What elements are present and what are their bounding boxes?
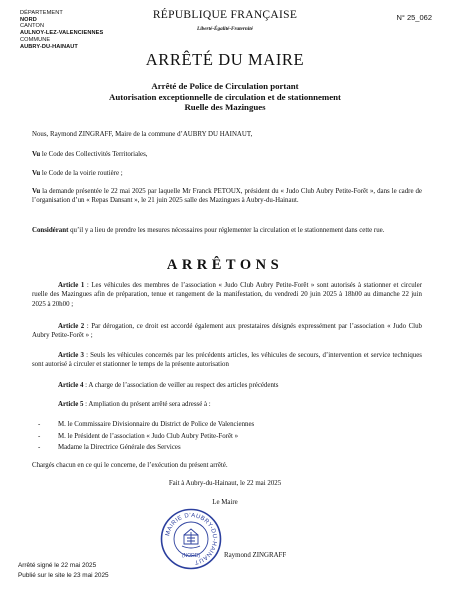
- vu-paragraph: [32, 187, 422, 206]
- signature-title: Le Maire: [212, 499, 238, 506]
- header-line: AULNOY-LEZ-VALENCIENNES: [20, 30, 104, 37]
- considerant-text: qu’il y a lieu de prendre les mesures nécessaires pour réglementer la circulation et le stationnement dans cette rue.: [68, 227, 385, 234]
- recipient-text: Madame la Directrice Générale des Services: [58, 444, 181, 451]
- recipient-text: M. le Commissaire Divisionnaire du District de Police de Valenciennes: [58, 421, 255, 428]
- subtitle-line: Arrêté de Police de Circulation portant: [151, 81, 299, 91]
- fait-line: Fait à Aubry-du-Hainaut, le 22 mai 2025: [168, 480, 282, 487]
- published-date-note: Publié sur le site le 23 mai 2025: [18, 572, 109, 579]
- intro-paragraph: Nous, Raymond ZINGRAFF, Maire de la commune d’AUBRY DU HAINAUT,: [32, 131, 253, 138]
- vu-text: la demande présentée le 22 mai 2025 par laquelle Mr Franck PETOUX, président du « Judo Club Aubry Petite-Forêt », dans le cadre de l’organisation d’un « Repas Dansant », le 21 juin 2025 salle des Mazingues à Aubry-du-Hainaut.: [32, 188, 422, 205]
- subtitle-line: Ruelle des Mazingues: [184, 102, 266, 112]
- document-title: ARRÊTÉ DU MAIRE: [145, 50, 305, 69]
- article-lead: Article 3: [58, 352, 84, 359]
- article-lead: Article 5: [58, 401, 84, 408]
- recipient-item: - M. le Président de l’association « Judo Club Aubry Petite-Forêt »: [38, 433, 239, 440]
- considerant-lead: Considérant: [32, 227, 69, 234]
- mairie-stamp: [160, 508, 222, 570]
- article-lead: Article 1: [58, 282, 85, 289]
- article-lead: Article 4: [58, 382, 84, 389]
- stamp-text: MAIRIE D’AUBRY-DU-HAINAUT: [165, 512, 218, 565]
- article-text: : A charge de l’association de veiller au respect des articles précédents: [83, 382, 279, 389]
- document-subtitle: [0, 81, 450, 113]
- signed-date-note: Arrêté signé le 22 mai 2025: [18, 562, 97, 569]
- recipient-text: M. le Président de l’association « Judo Club Aubry Petite-Forêt »: [58, 433, 239, 440]
- footer-block: [18, 561, 109, 581]
- stamp-sub: (NORD): [181, 553, 201, 559]
- arrete-number: N° 25_062: [396, 13, 432, 22]
- article-paragraph: [32, 281, 422, 309]
- republique-heading: RÉPUBLIQUE FRANÇAISE: [152, 9, 298, 21]
- article-lead: Article 2: [58, 323, 85, 330]
- article-text: : Ampliation du présent arrêté sera adressé à :: [83, 401, 211, 408]
- article-text: : Les véhicules des membres de l’association « Judo Club Aubry Petite-Forêt » sont autorisés à stationner et circuler ruelle des Mazingues afin de préparation, tenue et rangement de la manifestation, du vendredi 20 juin 2025 à 18h00 au dimanche 22 juin 2025 à 20h00 ;: [32, 282, 422, 308]
- vu-text: le Code de la voirie routière ;: [40, 170, 123, 177]
- devise: Liberté-Égalité-Fraternité: [197, 26, 253, 32]
- recipient-item: - Madame la Directrice Générale des Services: [38, 444, 181, 451]
- article-paragraph: [32, 351, 422, 370]
- vu-lead: Vu: [32, 188, 41, 195]
- signatory-name: Raymond ZINGRAFF: [224, 552, 287, 559]
- vu-lead: Vu: [32, 170, 41, 177]
- header-line: CANTON: [20, 23, 45, 30]
- vu-paragraph: [32, 169, 422, 178]
- header-line: AUBRY-DU-HAINAUT: [20, 43, 78, 50]
- header-line: COMMUNE: [20, 36, 51, 43]
- article-paragraph: [32, 322, 422, 341]
- vu-paragraph: [32, 150, 422, 159]
- article-paragraph: [32, 400, 422, 409]
- vu-text: le Code des Collectivités Territoriales,: [40, 151, 148, 158]
- subtitle-line: Autorisation exceptionnelle de circulation et de stationnement: [109, 91, 341, 102]
- article-paragraph: [32, 381, 422, 390]
- vu-lead: Vu: [32, 151, 41, 158]
- article-text: : Par dérogation, ce droit est accordé également aux prestataires désignés expressément par l’association « Judo Club Aubry Petite-Forêt » ;: [32, 323, 422, 340]
- header-line: DÉPARTEMENT: [20, 10, 63, 16]
- header-line: NORD: [20, 16, 37, 23]
- charges-paragraph: Chargés chacun en ce qui le concerne, de l’exécution du présent arrêté.: [32, 462, 228, 469]
- arretons-heading: ARRÊTONS: [166, 257, 284, 273]
- recipient-item: - M. le Commissaire Divisionnaire du District de Police de Valenciennes: [38, 421, 255, 428]
- stamp-seal-icon: [160, 508, 222, 570]
- considerant-paragraph: [32, 226, 422, 235]
- article-text: : Seuls les véhicules concernés par les précédents articles, les véhicules de secours, d’intervention et service techniques sont autorisé à circuler et stationner le temps de la présente autorisation: [32, 352, 422, 369]
